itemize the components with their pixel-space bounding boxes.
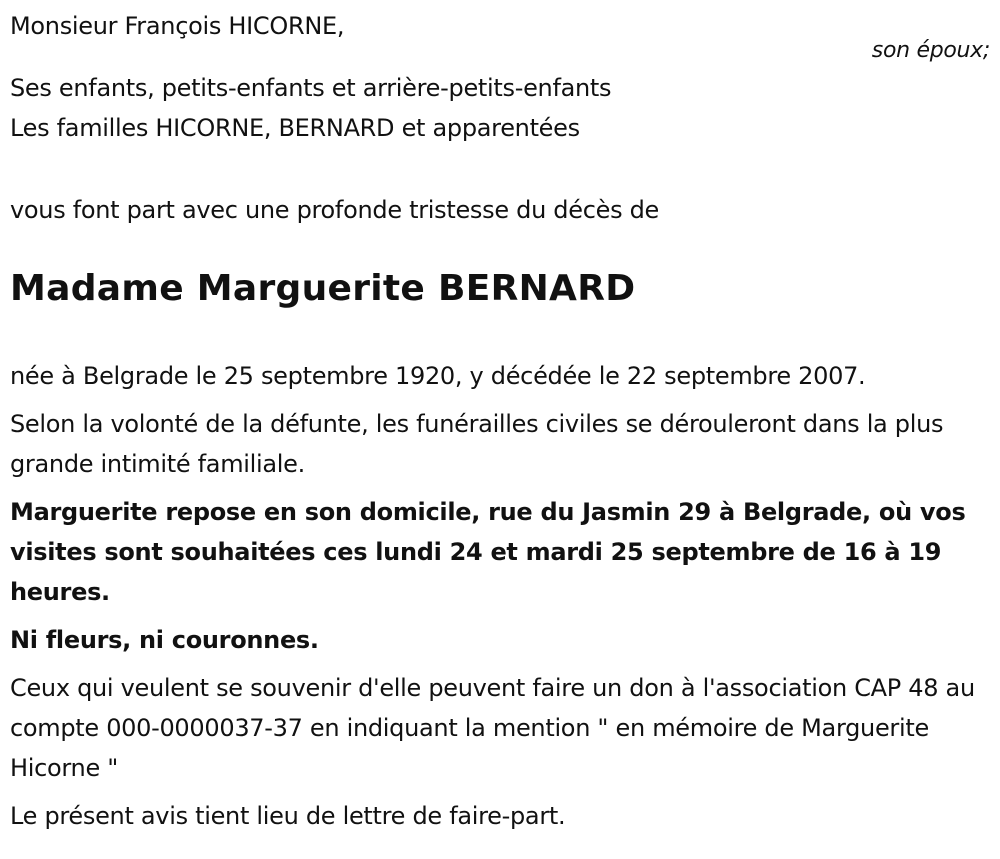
visitation-paragraph: Marguerite repose en son domicile, rue du Jasmin 29 à Belgrade, où vos visites sont souhaitées ces lundi 24 et mardi 25 septembre de 16 à 19 heures. [10, 498, 966, 606]
notice-details [10, 356, 995, 844]
family-line-relatives: Les familles HICORNE, BERNARD et apparentées [10, 114, 580, 142]
family-list [10, 68, 611, 148]
family-line-descendants: Ses enfants, petits-enfants et arrière-petits-enfants [10, 74, 612, 102]
deceased-name: Madame Marguerite BERNARD [10, 268, 636, 309]
spouse-name: Monsieur François HICORNE, [10, 12, 345, 40]
announcement-intro: vous font part avec une profonde tristesse du décès de [10, 196, 660, 224]
funeral-paragraph: Selon la volonté de la défunte, les funérailles civiles se dérouleront dans la plus grande intimité familiale. [10, 410, 944, 478]
spouse-role: son époux; [871, 38, 990, 63]
closing-line: Le présent avis tient lieu de lettre de faire-part. [10, 802, 566, 830]
donation-paragraph: Ceux qui veulent se souvenir d'elle peuvent faire un don à l'association CAP 48 au compte 000-0000037-37 en indiquant la mention " en mémoire de Marguerite Hicorne " [10, 674, 975, 782]
no-flowers-line: Ni fleurs, ni couronnes. [10, 626, 319, 654]
birth-death-line: née à Belgrade le 25 septembre 1920, y décédée le 22 septembre 2007. [10, 362, 866, 390]
